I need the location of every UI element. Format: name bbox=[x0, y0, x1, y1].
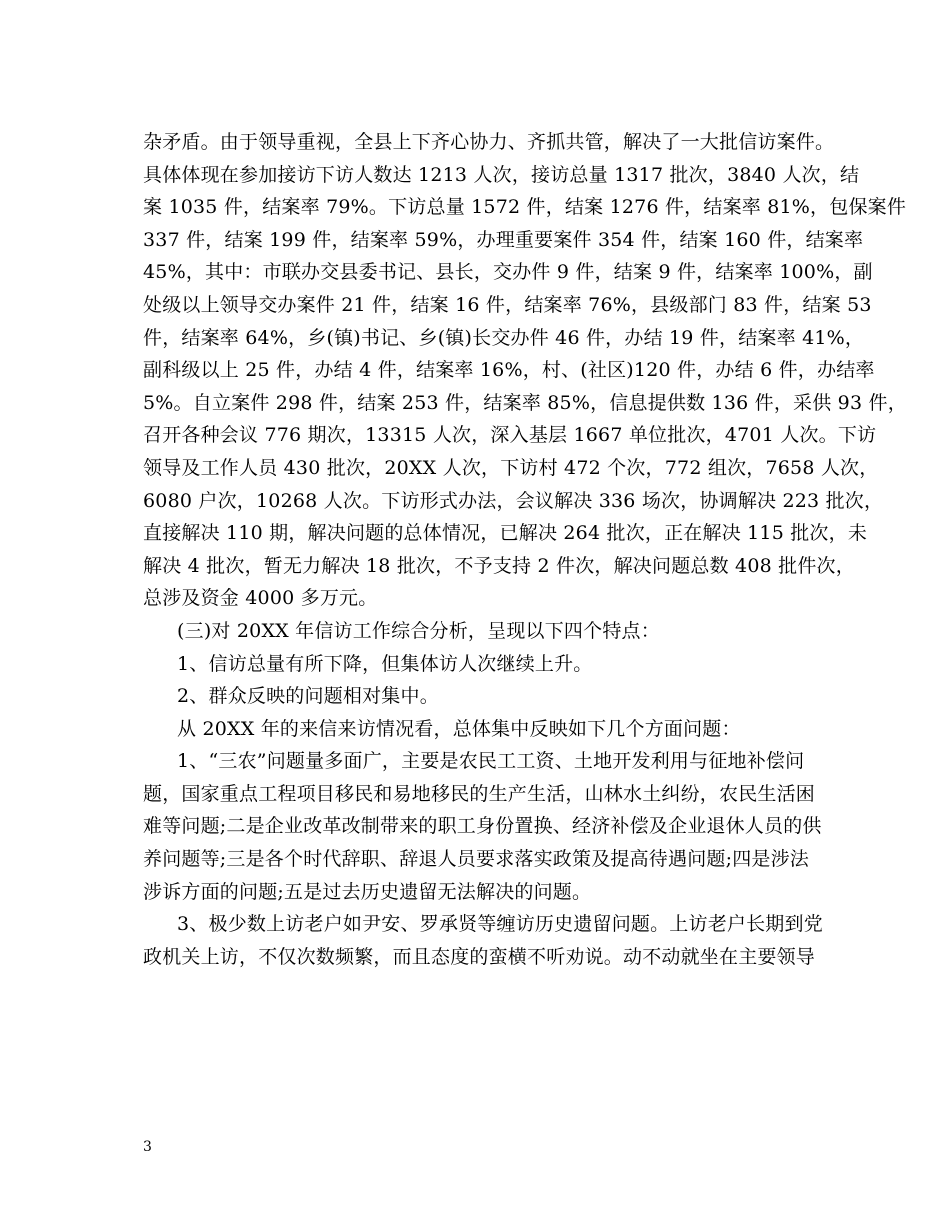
section-heading: (三)对 20XX 年信访工作综合分析，呈现以下四个特点： bbox=[177, 619, 660, 642]
text-line: 337 件，结案 199 件，结案率 59%，办理重要案件 354 件，结案 160 件，结案率 bbox=[143, 228, 864, 251]
list-item: 3、极少数上访老户如尹安、罗承贤等缠访历史遗留问题。上访老户长期到党 bbox=[177, 913, 823, 936]
text-line: 6080 户次，10268 人次。下访形式办法，会议解决 336 场次，协调解决 223 批次， bbox=[143, 489, 884, 512]
text-line: 直接解决 110 期，解决问题的总体情况，已解决 264 批次，正在解决 115 批次，未 bbox=[143, 522, 868, 545]
list-item: 1、“三农”问题量多面广，主要是农民工工资、土地开发利用与征地补偿问 bbox=[177, 750, 805, 773]
text-line: 案 1035 件，结案率 79%。下访总量 1572 件，结案 1276 件，结案率 81%，包保案件 bbox=[143, 196, 907, 219]
text-line: 解决 4 批次，暂无力解决 18 批次，不予支持 2 件次，解决问题总数 408 批件次， bbox=[143, 554, 855, 577]
list-item: 2、群众反映的问题相对集中。 bbox=[177, 685, 439, 708]
text-line: 具体体现在参加接访下访人数达 1213 人次，接访总量 1317 批次，3840 人次，结 bbox=[143, 163, 860, 186]
text-line: 政机关上访，不仅次数频繁，而且态度的蛮横不听劝说。动不动就坐在主要领导 bbox=[143, 945, 816, 968]
text-line: 5%。自立案件 298 件，结案 253 件，结案率 85%，信息提供数 136 件，采供 93 件， bbox=[143, 391, 907, 414]
paragraph-start: 从 20XX 年的来信来访情况看，总体集中反映如下几个方面问题： bbox=[177, 717, 741, 740]
text-line: 45%，其中：市联办交县委书记、县长，交办件 9 件，结案 9 件，结案率 100%，副 bbox=[143, 261, 873, 284]
text-line: 养问题等;三是各个时代辞职、辞退人员要求落实政策及提高待遇问题;四是涉法 bbox=[143, 848, 810, 871]
text-line: 副科级以上 25 件，办结 4 件，结案率 16%，村、(社区)120 件，办结 6 件，办结率 bbox=[143, 359, 875, 382]
list-item: 1、信访总量有所下降，但集体访人次继续上升。 bbox=[177, 652, 593, 675]
text-line: 处级以上领导交办案件 21 件，结案 16 件，结案率 76%，县级部门 83 件，结案 53 bbox=[143, 293, 872, 316]
text-line: 涉诉方面的问题;五是过去历史遗留无法解决的问题。 bbox=[143, 880, 592, 903]
text-line: 件，结案率 64%，乡(镇)书记、乡(镇)长交办件 46 件，办结 19 件，结案率 41%， bbox=[143, 326, 865, 349]
text-line: 召开各种会议 776 期次，13315 人次，深入基层 1667 单位批次，4701 人次。下访 bbox=[143, 424, 877, 447]
text-line: 领导及工作人员 430 批次，20XX 人次，下访村 472 个次，772 组次，7658 人次， bbox=[143, 456, 879, 479]
text-line: 总涉及资金 4000 多万元。 bbox=[143, 587, 378, 610]
text-line: 难等问题;二是企业改革改制带来的职工身份置换、经济补偿及企业退休人员的供 bbox=[143, 815, 822, 838]
text-line: 题，国家重点工程项目移民和易地移民的生产生活，山林水土纠纷，农民生活困 bbox=[143, 782, 816, 805]
page-number: 3 bbox=[143, 1139, 152, 1155]
text-line: 杂矛盾。由于领导重视，全县上下齐心协力、齐抓共管，解决了一大批信访案件。 bbox=[143, 131, 835, 153]
document-body bbox=[143, 126, 907, 973]
